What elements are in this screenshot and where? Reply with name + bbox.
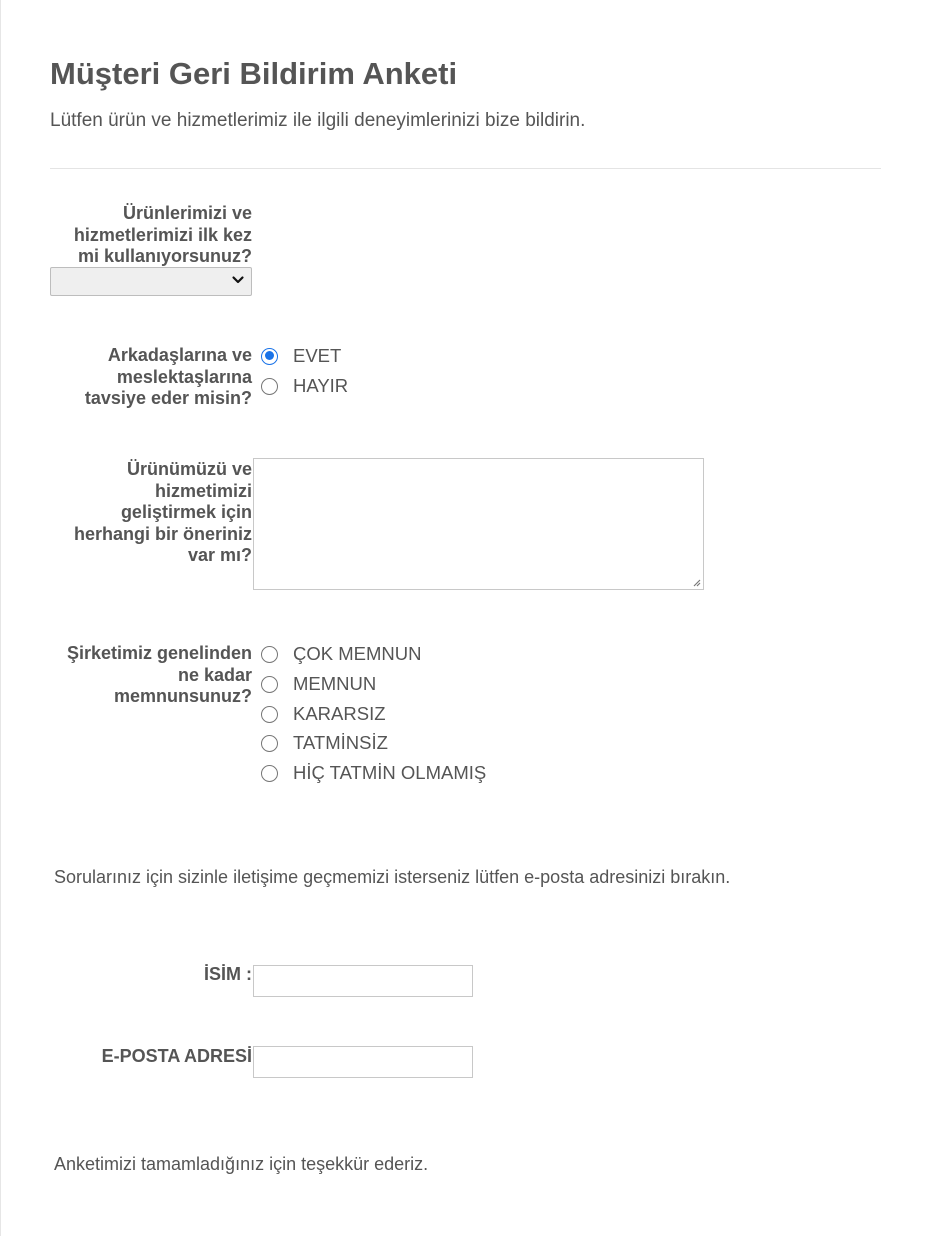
- radio-option-cok-memnun[interactable]: ÇOK MEMNUN: [261, 643, 421, 665]
- radio-button-checked[interactable]: [261, 348, 278, 365]
- question-first-time-label: Ürünlerimizi ve hizmetlerimizi ilk kez mi kullanıyorsunuz?: [73, 203, 252, 266]
- email-label: E-POSTA ADRESİ: [101, 1046, 252, 1066]
- radio-button[interactable]: [261, 378, 278, 395]
- name-input[interactable]: [253, 965, 473, 997]
- radio-button[interactable]: [261, 676, 278, 693]
- chevron-down-icon: [231, 273, 245, 287]
- page-subtitle: Lütfen ürün ve hizmetlerimiz ile ilgili deneyimlerinizi bize bildirin.: [50, 110, 586, 131]
- thanks-text: Anketimizi tamamladığınız için teşekkür ederiz.: [54, 1154, 429, 1174]
- radio-option-tatminsiz[interactable]: TATMİNSİZ: [261, 732, 388, 754]
- email-input[interactable]: [253, 1046, 473, 1078]
- radio-option-evet[interactable]: EVET: [261, 345, 341, 367]
- first-time-select[interactable]: [50, 267, 252, 296]
- radio-option-hayir[interactable]: HAYIR: [261, 375, 348, 397]
- name-label: İSİM :: [204, 964, 252, 984]
- resize-grip-icon[interactable]: [691, 577, 701, 587]
- page-title: Müşteri Geri Bildirim Anketi: [50, 56, 458, 91]
- suggestion-textarea[interactable]: [253, 458, 704, 590]
- question-recommend-label: Arkadaşlarına ve meslektaşlarına tavsiye eder misin?: [84, 345, 252, 408]
- radio-button[interactable]: [261, 765, 278, 782]
- radio-button[interactable]: [261, 706, 278, 723]
- radio-option-hic-tatmin-olmamis[interactable]: HİÇ TATMİN OLMAMIŞ: [261, 762, 486, 784]
- radio-button[interactable]: [261, 646, 278, 663]
- radio-button[interactable]: [261, 735, 278, 752]
- radio-option-memnun[interactable]: MEMNUN: [261, 673, 376, 695]
- question-suggestion-label: Ürünümüzü ve hizmetimizi geliştirmek için herhangi bir öneriniz var mı?: [73, 459, 252, 565]
- question-satisfaction-label: Şirketimiz genelinden ne kadar memnunsunuz?: [66, 643, 252, 706]
- radio-option-kararsiz[interactable]: KARARSIZ: [261, 703, 386, 725]
- header-divider: [50, 168, 881, 169]
- contact-info-text: Sorularınız için sizinle iletişime geçmemizi isterseniz lütfen e-posta adresinizi bırakın.: [54, 867, 731, 887]
